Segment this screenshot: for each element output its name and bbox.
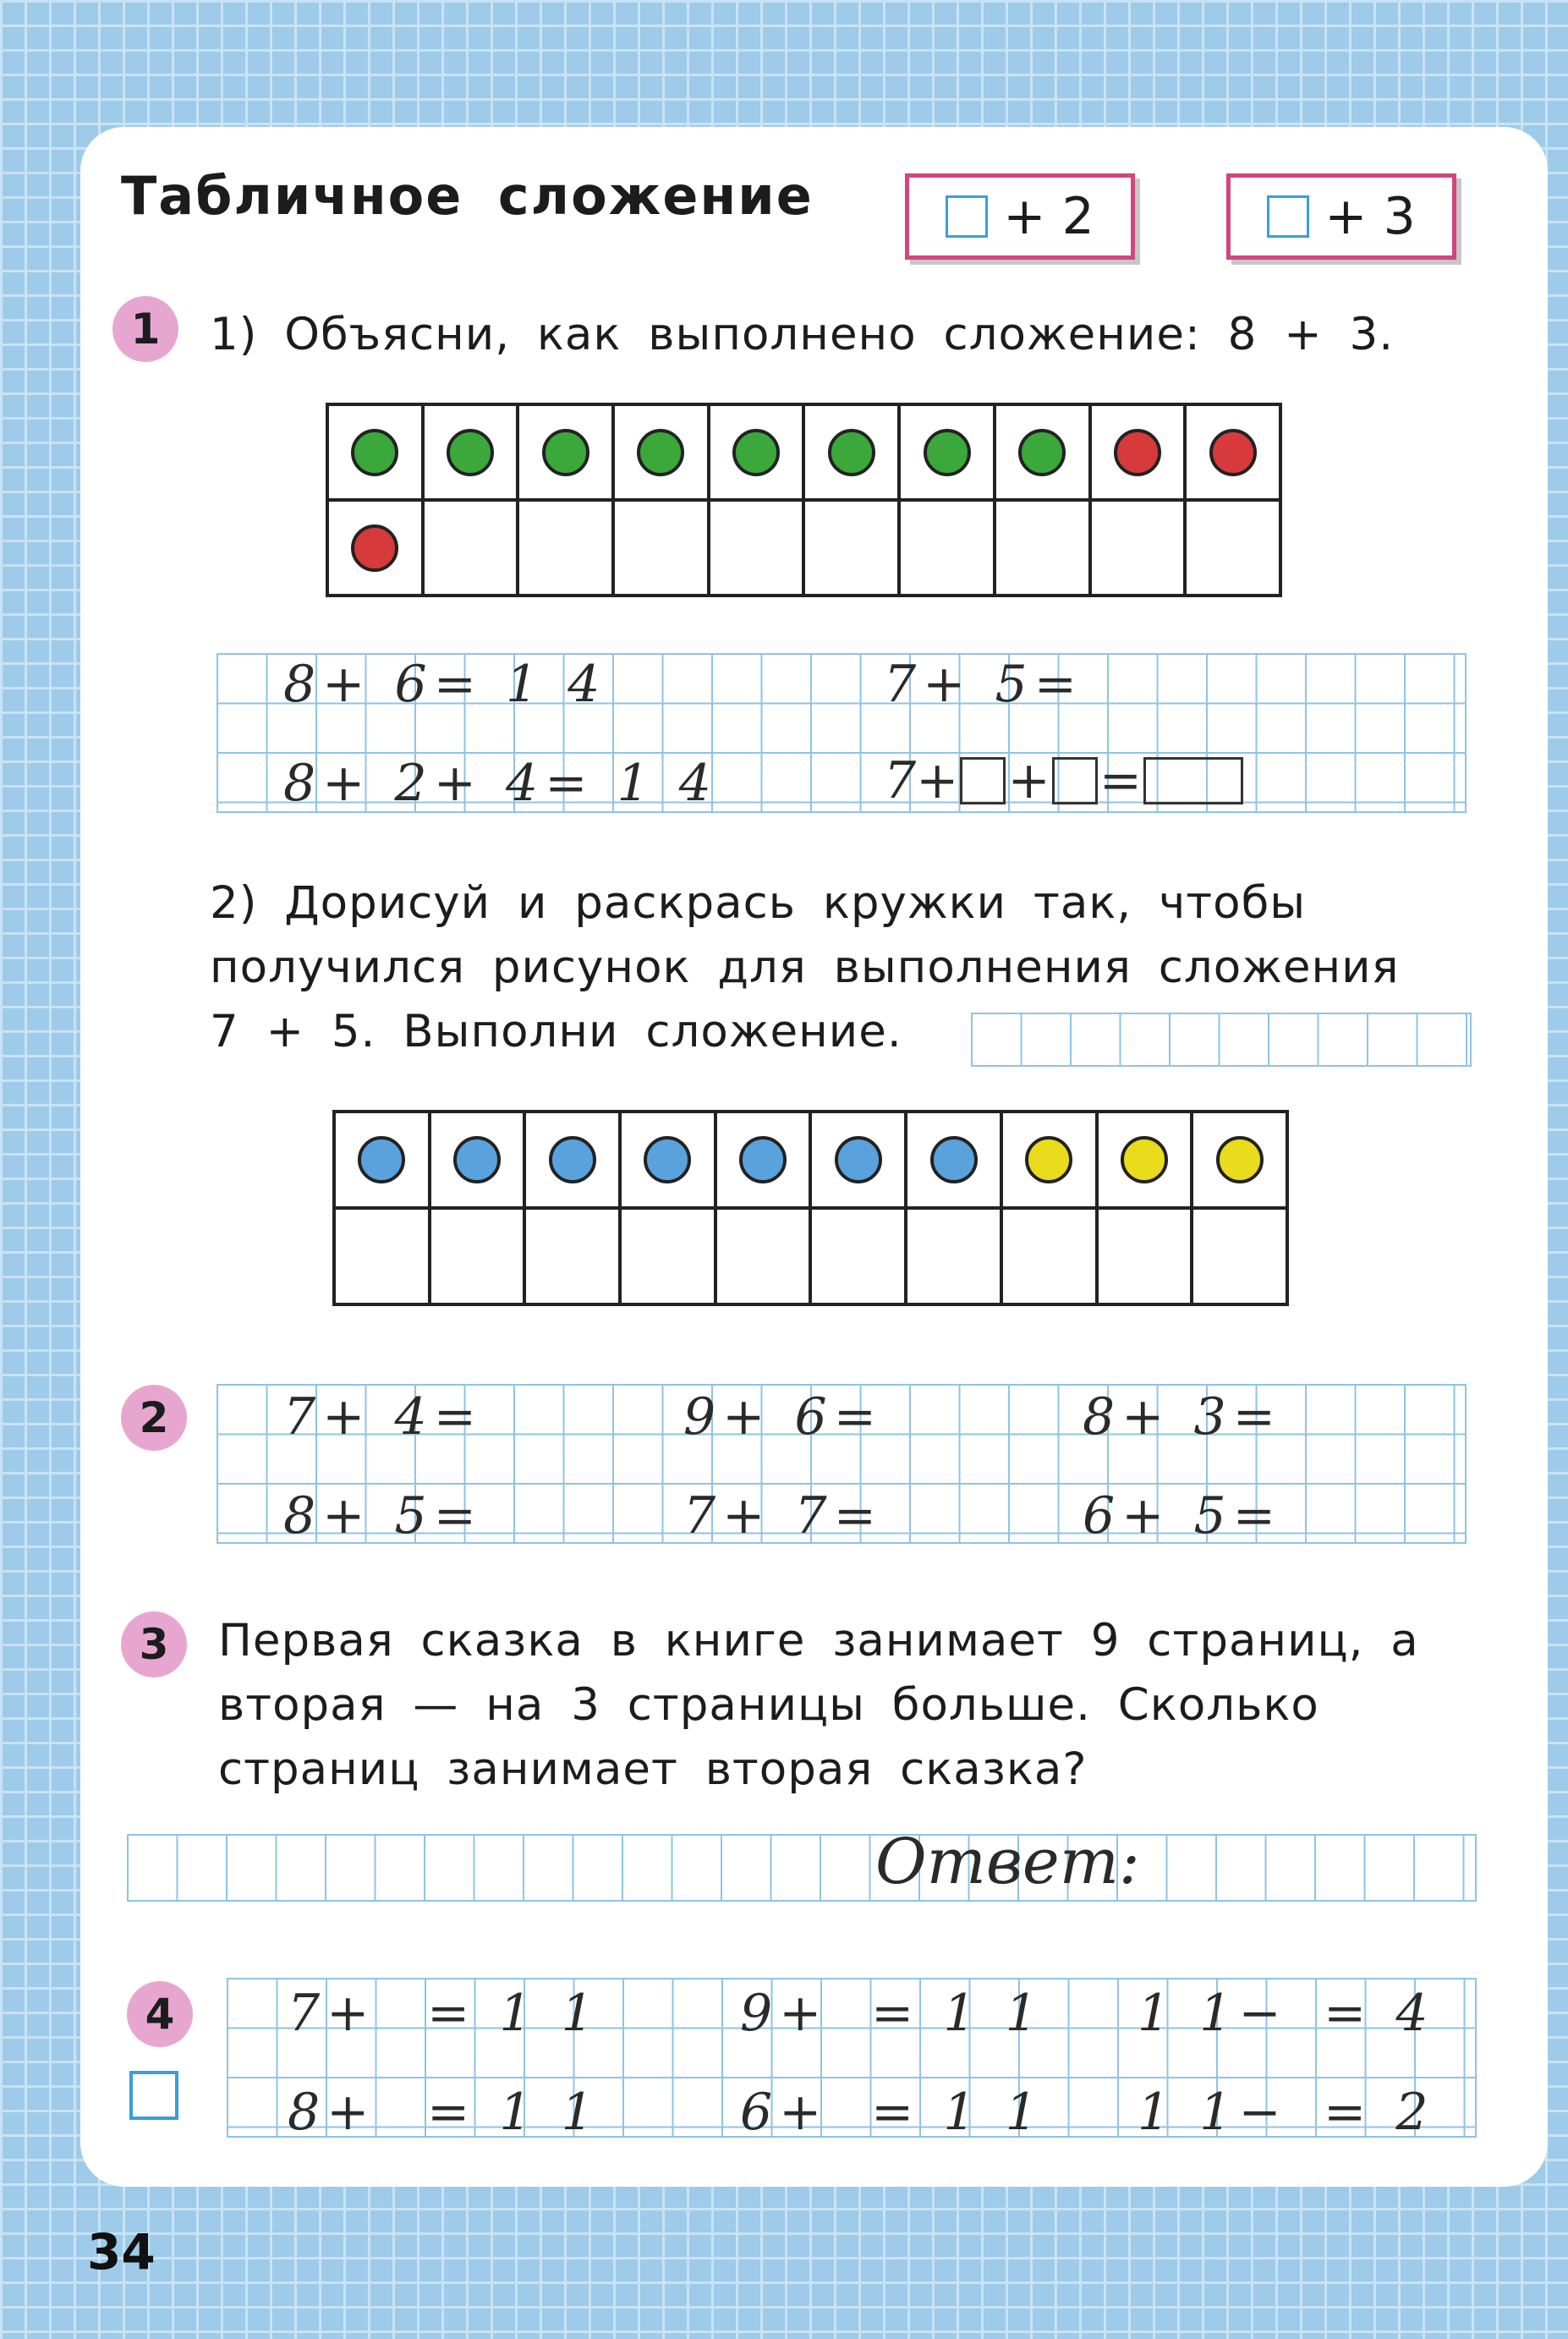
self-check-checkbox[interactable] (129, 2071, 178, 2120)
red-circle-icon (1209, 429, 1257, 476)
task-2-badge: 2 (121, 1385, 187, 1451)
plus-two-label: + 2 (1003, 187, 1094, 246)
grid-cell[interactable] (1003, 1113, 1099, 1210)
blank-box-wide[interactable] (1143, 757, 1243, 804)
grid-cell[interactable] (996, 406, 1092, 502)
grid-cell[interactable] (336, 1210, 431, 1306)
grid-cell[interactable] (1099, 1210, 1194, 1306)
grid-cell[interactable] (622, 1113, 717, 1210)
task-4-r2-c3-right: = 2 (1324, 2083, 1435, 2142)
green-circle-icon (924, 429, 971, 476)
grid-cell[interactable] (519, 502, 615, 597)
grid-cell[interactable] (615, 502, 710, 597)
green-circle-icon (637, 429, 684, 476)
grid-cell[interactable] (519, 406, 615, 502)
task-1-part-2-line-1: 2) Дорисуй и раскрась кружки так, чтобы (210, 877, 1307, 929)
equation-8-plus-6: 8+ 6= 1 4 (283, 655, 607, 714)
grid-cell[interactable] (1099, 1113, 1194, 1210)
blue-circle-icon (835, 1136, 882, 1183)
blue-circle-icon (549, 1136, 596, 1183)
answer-strip-task-3[interactable] (127, 1834, 1477, 1902)
grid-cell[interactable] (907, 1210, 1003, 1306)
grid-cell[interactable] (901, 502, 996, 597)
grid-cell[interactable] (1193, 1113, 1289, 1210)
task-4-r1-c2-left: 9+ (740, 1984, 829, 2043)
circle-grid-8-plus-3 (326, 403, 1282, 597)
red-circle-icon (351, 524, 398, 572)
blue-circle-icon (453, 1136, 501, 1183)
grid-cell[interactable] (431, 1210, 527, 1306)
task-4-r2-c1-left: 8+ (288, 2083, 376, 2142)
green-circle-icon (1018, 429, 1066, 476)
plus-three-label: + 3 (1324, 187, 1416, 246)
circle-grid-7-plus-5 (332, 1110, 1289, 1306)
grid-cell[interactable] (1187, 406, 1282, 502)
grid-cell[interactable] (710, 502, 806, 597)
grid-cell[interactable] (717, 1210, 813, 1306)
page-number: 34 (87, 2223, 156, 2281)
yellow-circle-icon (1025, 1136, 1072, 1183)
yellow-circle-icon (1216, 1136, 1264, 1183)
grid-cell[interactable] (996, 502, 1092, 597)
blank-box[interactable] (1052, 757, 1098, 804)
green-circle-icon (828, 429, 875, 476)
blue-circle-icon (358, 1136, 405, 1183)
grid-cell[interactable] (805, 406, 901, 502)
blue-circle-icon (739, 1136, 787, 1183)
equals-sign: = (1099, 751, 1143, 810)
green-circle-icon (447, 429, 494, 476)
grid-cell[interactable] (901, 406, 996, 502)
grid-cell[interactable] (907, 1113, 1003, 1210)
task-4-r2-c2-right: = 1 1 (871, 2083, 1044, 2142)
grid-cell[interactable] (622, 1210, 717, 1306)
empty-square-icon (1267, 195, 1309, 238)
yellow-circle-icon (1121, 1136, 1168, 1183)
red-circle-icon (1114, 429, 1161, 476)
page-title: Табличное сложение (121, 165, 814, 227)
equation-7-plus-5: 7+ 5= (884, 655, 1083, 714)
equation-8-plus-3[interactable]: 8+ 3= (1083, 1387, 1282, 1447)
grid-cell[interactable] (336, 1113, 431, 1210)
plus-two-box (905, 173, 1135, 260)
task-1-part-2-line-3: 7 + 5. Выполни сложение. (210, 1006, 902, 1057)
grid-cell[interactable] (1193, 1210, 1289, 1306)
task-1-part-1-text: 1) Объясни, как выполнено сложение: 8 + 3. (210, 309, 1395, 360)
grid-cell[interactable] (710, 406, 806, 502)
empty-square-icon (946, 195, 988, 238)
green-circle-icon (732, 429, 780, 476)
grid-cell[interactable] (425, 406, 520, 502)
grid-cell[interactable] (615, 406, 710, 502)
plus-three-box (1226, 173, 1456, 260)
grid-cell[interactable] (425, 502, 520, 597)
task-4-r2-c3-left: 1 1− (1138, 2083, 1288, 2142)
grid-cell[interactable] (805, 502, 901, 597)
grid-cell[interactable] (526, 1210, 622, 1306)
green-circle-icon (351, 429, 398, 476)
grid-cell[interactable] (812, 1210, 907, 1306)
answer-label: Ответ: (875, 1826, 1140, 1898)
equation-7-plus-4[interactable]: 7+ 4= (283, 1387, 483, 1447)
task-4-r1-c1-left: 7+ (288, 1984, 376, 2043)
task-3-line-2: вторая — на 3 страницы больше. Сколько (218, 1679, 1319, 1731)
grid-cell[interactable] (1092, 502, 1187, 597)
green-circle-icon (542, 429, 589, 476)
task-3-line-1: Первая сказка в книге занимает 9 страниц, а (218, 1615, 1419, 1666)
plus-sign: + (1007, 751, 1050, 810)
equation-7-decomposition (884, 751, 1245, 810)
grid-cell[interactable] (329, 502, 425, 597)
grid-cell[interactable] (526, 1113, 622, 1210)
blank-box[interactable] (960, 757, 1006, 804)
task-3-line-3: страниц занимает вторая сказка? (218, 1743, 1088, 1795)
blue-circle-icon (644, 1136, 691, 1183)
blue-circle-icon (930, 1136, 978, 1183)
task-1-badge: 1 (112, 296, 178, 362)
grid-cell[interactable] (1003, 1210, 1099, 1306)
grid-cell[interactable] (329, 406, 425, 502)
grid-cell[interactable] (717, 1113, 813, 1210)
task-4-r1-c1-right: = 1 1 (427, 1984, 600, 2043)
equation-7-start: 7+ (884, 751, 959, 810)
task-4-r1-c2-right: = 1 1 (871, 1984, 1044, 2043)
equation-9-plus-6[interactable]: 9+ 6= (683, 1387, 883, 1447)
grid-cell[interactable] (812, 1113, 907, 1210)
answer-strip-7-plus-5[interactable] (971, 1013, 1472, 1067)
task-4-badge: 4 (127, 1981, 193, 2047)
grid-cell[interactable] (1092, 406, 1187, 502)
task-1-part-2-line-2: получился рисунок для выполнения сложения (210, 942, 1400, 993)
task-4-r1-c3-left: 1 1− (1138, 1984, 1288, 2043)
task-3-badge: 3 (121, 1611, 187, 1677)
equation-7-plus-7[interactable]: 7+ 7= (683, 1486, 883, 1546)
task-4-r2-c2-left: 6+ (740, 2083, 829, 2142)
task-4-r2-c1-right: = 1 1 (427, 2083, 600, 2142)
equation-6-plus-5[interactable]: 6+ 5= (1083, 1486, 1282, 1546)
equation-8-plus-2-plus-4: 8+ 2+ 4= 1 4 (283, 754, 718, 813)
grid-cell[interactable] (1187, 502, 1282, 597)
equation-8-plus-5[interactable]: 8+ 5= (283, 1486, 483, 1546)
task-4-r1-c3-right: = 4 (1324, 1984, 1435, 2043)
grid-cell[interactable] (431, 1113, 527, 1210)
answer-grid-task-4 (227, 1978, 1477, 2142)
